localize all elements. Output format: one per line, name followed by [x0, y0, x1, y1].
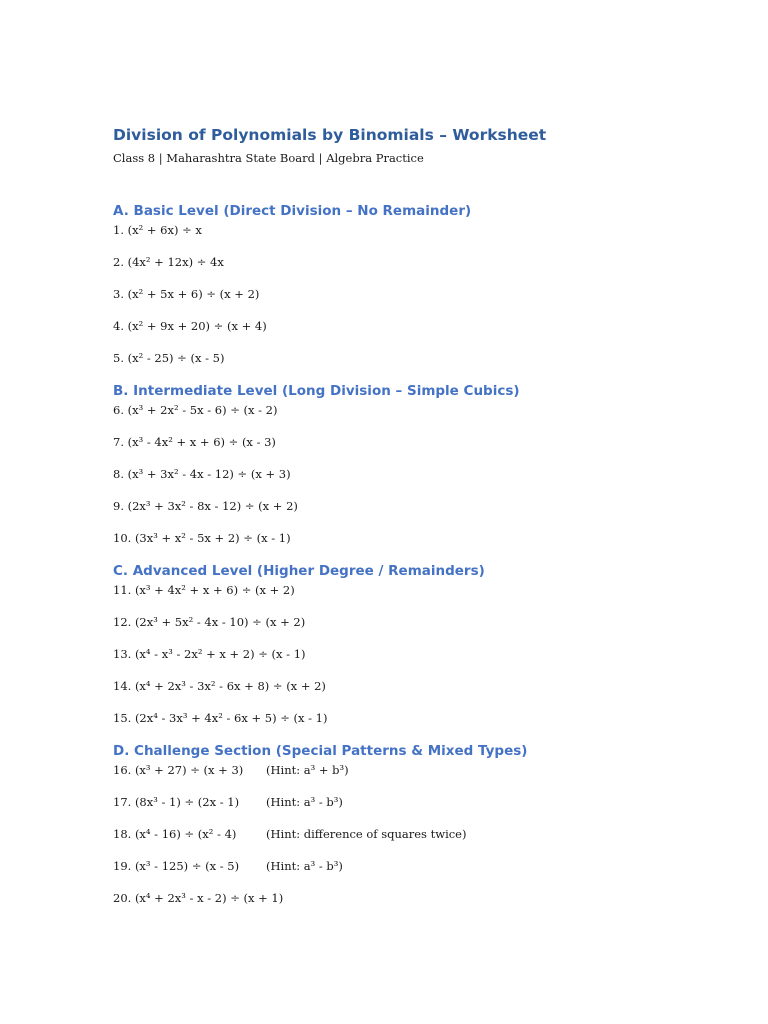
problem-expression: 10. (3x³ + x² - 5x + 2) ÷ (x - 1) — [113, 531, 291, 545]
problem-expression: 16. (x³ + 27) ÷ (x + 3) — [113, 763, 244, 777]
problem-item — [113, 433, 713, 465]
problem-item — [113, 677, 713, 709]
problem-expression: 7. (x³ - 4x² + x + 6) ÷ (x - 3) — [113, 435, 276, 449]
problem-expression: 5. (x² - 25) ÷ (x - 5) — [113, 351, 225, 365]
problem-item — [113, 709, 713, 741]
problem-item — [113, 825, 713, 857]
problem-expression: 13. (x⁴ - x³ - 2x² + x + 2) ÷ (x - 1) — [113, 647, 306, 661]
document-body — [113, 124, 713, 921]
page-subtitle: Class 8 | Maharashtra State Board | Algebra Practice — [113, 151, 424, 165]
problem-expression: 4. (x² + 9x + 20) ÷ (x + 4) — [113, 319, 267, 333]
section-heading: B. Intermediate Level (Long Division – Simple Cubics) — [113, 383, 520, 399]
problem-item — [113, 349, 713, 381]
problem-expression: 9. (2x³ + 3x² - 8x - 12) ÷ (x + 2) — [113, 499, 298, 513]
problem-item — [113, 529, 713, 561]
problem-hint: (Hint: a³ + b³) — [266, 763, 349, 777]
problem-item — [113, 889, 713, 921]
problem-expression: 11. (x³ + 4x² + x + 6) ÷ (x + 2) — [113, 583, 295, 597]
problem-expression: 1. (x² + 6x) ÷ x — [113, 223, 202, 237]
section-c — [113, 561, 713, 741]
problem-item — [113, 857, 713, 889]
section-b — [113, 381, 713, 561]
problem-expression: 18. (x⁴ - 16) ÷ (x² - 4) — [113, 827, 237, 841]
problem-expression: 15. (2x⁴ - 3x³ + 4x² - 6x + 5) ÷ (x - 1) — [113, 711, 328, 725]
problem-item — [113, 645, 713, 677]
problem-item — [113, 761, 713, 793]
problem-hint: (Hint: difference of squares twice) — [266, 827, 467, 841]
problem-item — [113, 221, 713, 253]
section-d — [113, 741, 713, 921]
problem-expression: 20. (x⁴ + 2x³ - x - 2) ÷ (x + 1) — [113, 891, 284, 905]
problem-expression: 12. (2x³ + 5x² - 4x - 10) ÷ (x + 2) — [113, 615, 306, 629]
problem-hint: (Hint: a³ - b³) — [266, 859, 343, 873]
problem-expression: 2. (4x² + 12x) ÷ 4x — [113, 255, 224, 269]
problem-item — [113, 401, 713, 433]
section-a — [113, 201, 713, 381]
problem-item — [113, 253, 713, 285]
problem-expression: 19. (x³ - 125) ÷ (x - 5) — [113, 859, 240, 873]
problem-item — [113, 317, 713, 349]
section-heading: C. Advanced Level (Higher Degree / Remainders) — [113, 563, 485, 579]
problem-expression: 3. (x² + 5x + 6) ÷ (x + 2) — [113, 287, 260, 301]
problem-hint: (Hint: a³ - b³) — [266, 795, 343, 809]
problem-item — [113, 613, 713, 645]
problem-item — [113, 793, 713, 825]
section-heading: D. Challenge Section (Special Patterns & Mixed Types) — [113, 743, 528, 759]
page-title: Division of Polynomials by Binomials – Worksheet — [113, 126, 547, 144]
problem-expression: 17. (8x³ - 1) ÷ (2x - 1) — [113, 795, 240, 809]
problem-item — [113, 465, 713, 497]
section-heading: A. Basic Level (Direct Division – No Remainder) — [113, 203, 472, 219]
problem-item — [113, 285, 713, 317]
problem-expression: 14. (x⁴ + 2x³ - 3x² - 6x + 8) ÷ (x + 2) — [113, 679, 326, 693]
problem-item — [113, 581, 713, 613]
problem-expression: 6. (x³ + 2x² - 5x - 6) ÷ (x - 2) — [113, 403, 278, 417]
problem-expression: 8. (x³ + 3x² - 4x - 12) ÷ (x + 3) — [113, 467, 291, 481]
problem-item — [113, 497, 713, 529]
